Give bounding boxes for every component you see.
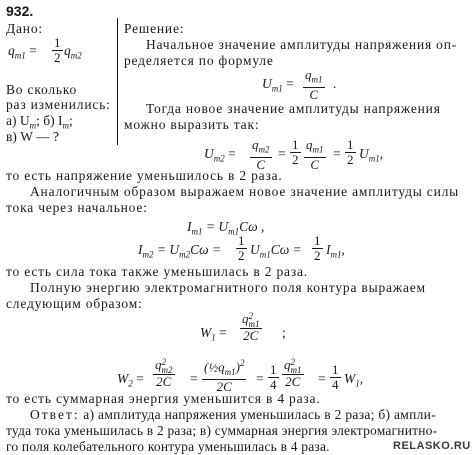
result-2: то есть сила тока также уменьшилась в 2 раза. [6, 264, 308, 279]
answer-line-2: туда тока уменьшилась в 2 раза; в) суммарная энергия электромагнитно- [6, 423, 438, 438]
f5-q2-num: 1 [332, 362, 339, 377]
textbook-page: 932. Дано: $q_{m1}$ = 1 2 $q_{m2}$ Во сколько раз изменились: а) $U_m$; б) $I_m$; в) W — ? Решение: Начальное значение амплитуды напряжения оп- ределяется по формуле $U_{m1}$ = $q_{m1}$ C . Тогда новое значение амплитуды напряжения можно выразить так: $U_{m2}$ = $q_{m2}$ C = 1 2 $q_{m1}$ C = 1 2 $U_{m1}$, то есть напряжение уменьшилось в 2 раза. Аналогичным образом выражаем новое значение амплитуды силы тока через начальное: $I_{m1} = U_{m1}C\omega$ , $I_{m2} = U_{m2}C\omega$ = 1 2 $U_{m1}C\omega$ = 1 2 $I_{m1}$, то есть сила тока также уменьшилась в 2 раза. Полную энергию электромагнитного поля контура выражаем следующим образом: $W_1$ = q 2 m1 2C ; $W_2$ = q 2 m2 2C = $(\frac{1}{2}q_{m1})^2$ 2C = 1 4 q 2 m1 2C = 1 4 $W_1$, то есть суммарная энергия уменьшится в 4 раза. Ответ: а) амплитуда напряжения уменьшилась в 2 раза; б) ампли- туда тока уменьшилась в 2 раза; в) суммарная энергия электромагнитно- го поля колебательного контура уменьшилась в 4 раза. RELASKO.RU [6, 3, 471, 454]
f3-l1-tail: Cω , [239, 219, 265, 234]
f5-num3-sup: 2 [290, 357, 295, 368]
given-lhs-sub: m1 [14, 50, 26, 61]
f5-num2-tail: ) [235, 359, 240, 375]
f3-l2-u: U [250, 242, 260, 257]
solution-p1-line1: Начальное значение амплитуды напряжения оп- [146, 37, 458, 52]
given-rhs-sub: m2 [70, 50, 82, 61]
f5-lhs: W [117, 371, 129, 386]
f3-l2-u-tail: Cω = [270, 242, 302, 257]
f5-end-sub: 1 [355, 378, 360, 389]
f4-lhs-sub: 1 [211, 332, 216, 343]
f5-num1-sub: m2 [161, 365, 173, 376]
f2-lhs-sub: m2 [213, 153, 225, 164]
f5-q-den: 4 [270, 377, 277, 392]
f2-comma: , [379, 146, 384, 161]
f3-l2-lhs: I [138, 242, 143, 257]
question-line-2: раз изменились: [6, 97, 111, 112]
watermark: RELASKO.RU [393, 440, 471, 452]
f1-lhs-sub: m1 [271, 83, 283, 94]
question-line-1: Во сколько [6, 82, 78, 97]
question-a-sub: m [29, 120, 37, 131]
problem-number: 932. [6, 3, 34, 19]
f5-q2-den: 4 [332, 377, 339, 392]
f2-half-num: 1 [292, 137, 299, 152]
given-rhs: q [64, 43, 71, 58]
f3-l2-half-num: 1 [238, 233, 245, 248]
given-frac-den: 2 [54, 50, 61, 65]
f4-den: 2C [243, 328, 259, 344]
f3-l2-half-den: 2 [238, 248, 245, 263]
f2-num2-sub: m1 [312, 144, 324, 155]
f5-num2: (½q [204, 359, 225, 375]
f4-num: q [242, 311, 249, 326]
f2-half2-num: 1 [347, 137, 354, 152]
result-3: то есть суммарная энергия уменьшится в 4 раза. [6, 391, 321, 406]
given-frac-num: 1 [54, 35, 61, 50]
f3-l1-rhs-sub: m1 [228, 226, 240, 237]
f3-l2-mid: = U [156, 242, 180, 257]
f2-lhs: U [204, 146, 214, 161]
question-b: ; б) I [36, 113, 63, 128]
f3-l2-mid-sub: m2 [179, 249, 191, 260]
f5-den2: 2C [216, 378, 232, 394]
f3-l1-lhs: I [187, 219, 192, 234]
f5-end: W [344, 371, 356, 386]
f3-l1-rhs: = U [205, 219, 229, 234]
column-divider [117, 18, 118, 145]
f5-den1: 2C [156, 374, 172, 390]
f4-end: ; [282, 325, 286, 340]
f3-l2-mid-tail: Cω = [190, 242, 222, 257]
f5-num1: q [155, 357, 162, 372]
question-b-end: ; [69, 113, 73, 128]
result-1: то есть напряжение уменьшилось в 2 раза. [6, 168, 283, 183]
answer-line-3: го поля колебательного контура уменьшилась в 4 раза. [6, 439, 330, 454]
f3-l2-end-sub: m1 [330, 249, 342, 260]
f5-num3-sub: m1 [290, 365, 302, 376]
dano-label: Дано: [6, 21, 43, 36]
f3-l2-comma: , [341, 242, 345, 257]
given-lhs: q [8, 43, 15, 58]
f5-num2-sup: 2 [239, 358, 245, 368]
f3-l2-sub: m2 [142, 249, 154, 260]
f1-den: C [309, 86, 319, 102]
f1-num-sub: m1 [311, 74, 323, 85]
f5-lhs-sub: 2 [128, 378, 133, 389]
f5-num2-sub: m1 [224, 366, 236, 377]
question-c: в) W — ? [6, 129, 59, 144]
f2-half-den: 2 [292, 152, 299, 167]
f3-l2-u-sub: m1 [259, 249, 271, 260]
f1-num: q [305, 67, 312, 82]
f5-num3: q [284, 357, 291, 372]
f2-num2: q [306, 137, 313, 152]
answer-text-1: а) амплитуда напряжения уменьшилась в 2 раза; б) ампли- [83, 407, 437, 422]
f2-half2-den: 2 [347, 152, 354, 167]
f5-num1-sup: 2 [161, 357, 166, 368]
solution-p1-line2: ределяется по формуле [124, 53, 274, 68]
f5-den3: 2C [285, 374, 301, 390]
f2-end-sub: m1 [368, 153, 380, 164]
f4-lhs: W [200, 325, 212, 340]
f4-num-sup: 2 [248, 311, 253, 322]
f2-num1-sub: m2 [258, 144, 270, 155]
f3-l2-end: I [326, 242, 331, 257]
f3-l2-half2-num: 1 [314, 233, 321, 248]
f3-l2-half2-den: 2 [314, 248, 321, 263]
solution-p3-line1: Аналогичным образом выражаем новое значение амплитуды силы [30, 184, 460, 199]
solution-p3-line2: тока через начальное: [6, 200, 148, 215]
answer-line-1 [30, 407, 436, 422]
solution-p2-line1: Тогда новое значение амплитуды напряжения [146, 101, 441, 116]
solution-p4-line1: Полную энергию электромагнитного поля контура выражаем [30, 280, 426, 295]
f3-l1-sub: m1 [191, 226, 203, 237]
f4-num-sub: m1 [248, 319, 260, 330]
f2-end: U [359, 146, 369, 161]
f5-q-num: 1 [270, 362, 277, 377]
solution-heading: Решение: [124, 21, 185, 36]
question-a: а) U [6, 113, 30, 128]
f1-lhs: U [262, 76, 272, 91]
f2-den1: C [256, 156, 266, 172]
f2-num1: q [252, 137, 259, 152]
given-eq: = [29, 43, 37, 58]
answer-label: Ответ: [30, 407, 80, 422]
solution-p2-line2: можно выразить так: [124, 117, 260, 132]
f5-comma: , [359, 371, 364, 386]
solution-p4-line2: следующим образом: [6, 296, 143, 311]
f2-den2: C [310, 156, 320, 172]
question-b-sub: m [62, 120, 69, 131]
